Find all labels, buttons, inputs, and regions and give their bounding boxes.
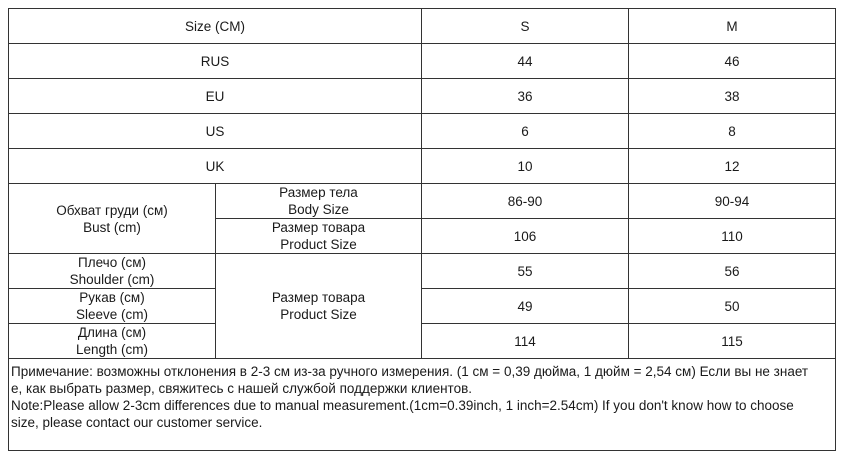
sleeve-label-en: Sleeve (cm) bbox=[75, 307, 148, 322]
size-cm-header: Size (CM) bbox=[9, 9, 422, 44]
size-s-header: S bbox=[422, 9, 629, 44]
garment-product-size-ru: Размер товара bbox=[271, 290, 366, 305]
note-ru-line1: Примечание: возможны отклонения в 2-3 см из-за ручного измерения. (1 см = 0,39 дюйма, 1 дюйм = 2,54 см) Если вы не знает bbox=[11, 364, 809, 379]
note-en-line1: Note:Please allow 2-3cm differences due to manual measurement.(1cm=0.39inch, 1 inch=2.54cm) If you don't know how to choose bbox=[11, 398, 794, 413]
bust-label-en: Bust (cm) bbox=[83, 219, 141, 235]
uk-m-value: 12 bbox=[629, 149, 836, 184]
product-size-label-ru: Размер товара bbox=[271, 220, 366, 235]
bust-label-cell bbox=[9, 184, 216, 254]
bust-body-m-value: 90-94 bbox=[629, 184, 836, 219]
note-en-line2: size, please contact our customer service. bbox=[11, 415, 263, 430]
sleeve-label-cell bbox=[9, 289, 216, 324]
table-row-length bbox=[9, 324, 836, 359]
size-m-header: M bbox=[629, 9, 836, 44]
uk-s-value: 10 bbox=[422, 149, 629, 184]
length-m-value: 115 bbox=[629, 324, 836, 359]
eu-m-value: 38 bbox=[629, 79, 836, 114]
shoulder-s-value: 55 bbox=[422, 254, 629, 289]
us-s-value: 6 bbox=[422, 114, 629, 149]
note-ru-line2: е, как выбрать размер, свяжитесь с нашей службой поддержки клиентов. bbox=[11, 381, 473, 396]
body-size-label-ru: Размер тела bbox=[279, 185, 358, 200]
length-label-cell bbox=[9, 324, 216, 359]
shoulder-label-ru: Плечо (см) bbox=[78, 255, 146, 270]
bust-label-ru: Обхват груди (см) bbox=[56, 202, 168, 218]
table-row-bust-body bbox=[9, 184, 836, 219]
length-label-en: Length (cm) bbox=[75, 342, 149, 357]
us-m-value: 8 bbox=[629, 114, 836, 149]
length-s-value: 114 bbox=[422, 324, 629, 359]
eu-label: EU bbox=[9, 79, 422, 114]
bust-product-s-value: 106 bbox=[422, 219, 629, 254]
table-row-eu bbox=[9, 79, 836, 114]
sleeve-s-value: 49 bbox=[422, 289, 629, 324]
product-size-label-en: Product Size bbox=[280, 237, 357, 252]
eu-s-value: 36 bbox=[422, 79, 629, 114]
bust-body-s-value: 86-90 bbox=[422, 184, 629, 219]
rus-m-value: 46 bbox=[629, 44, 836, 79]
shoulder-m-value: 56 bbox=[629, 254, 836, 289]
bust-product-m-value: 110 bbox=[629, 219, 836, 254]
sleeve-m-value: 50 bbox=[629, 289, 836, 324]
table-row-rus bbox=[9, 44, 836, 79]
sleeve-label-ru: Рукав (см) bbox=[79, 290, 145, 305]
table-row-shoulder bbox=[9, 254, 836, 289]
note-row bbox=[9, 359, 836, 451]
note-cell bbox=[9, 359, 836, 451]
garment-product-size-en: Product Size bbox=[280, 307, 357, 322]
uk-label: UK bbox=[9, 149, 422, 184]
shoulder-label-cell bbox=[9, 254, 216, 289]
body-size-label-en: Body Size bbox=[288, 202, 349, 217]
header-row bbox=[9, 9, 836, 44]
rus-label: RUS bbox=[9, 44, 422, 79]
product-size-label-cell bbox=[216, 219, 422, 254]
size-chart-table bbox=[8, 8, 836, 451]
table-row-uk bbox=[9, 149, 836, 184]
body-size-label-cell bbox=[216, 184, 422, 219]
rus-s-value: 44 bbox=[422, 44, 629, 79]
shoulder-label-en: Shoulder (cm) bbox=[69, 272, 155, 287]
us-label: US bbox=[9, 114, 422, 149]
length-label-ru: Длина (см) bbox=[77, 325, 147, 340]
table-row-sleeve bbox=[9, 289, 836, 324]
table-row-us bbox=[9, 114, 836, 149]
garment-product-size-cell bbox=[216, 254, 422, 359]
